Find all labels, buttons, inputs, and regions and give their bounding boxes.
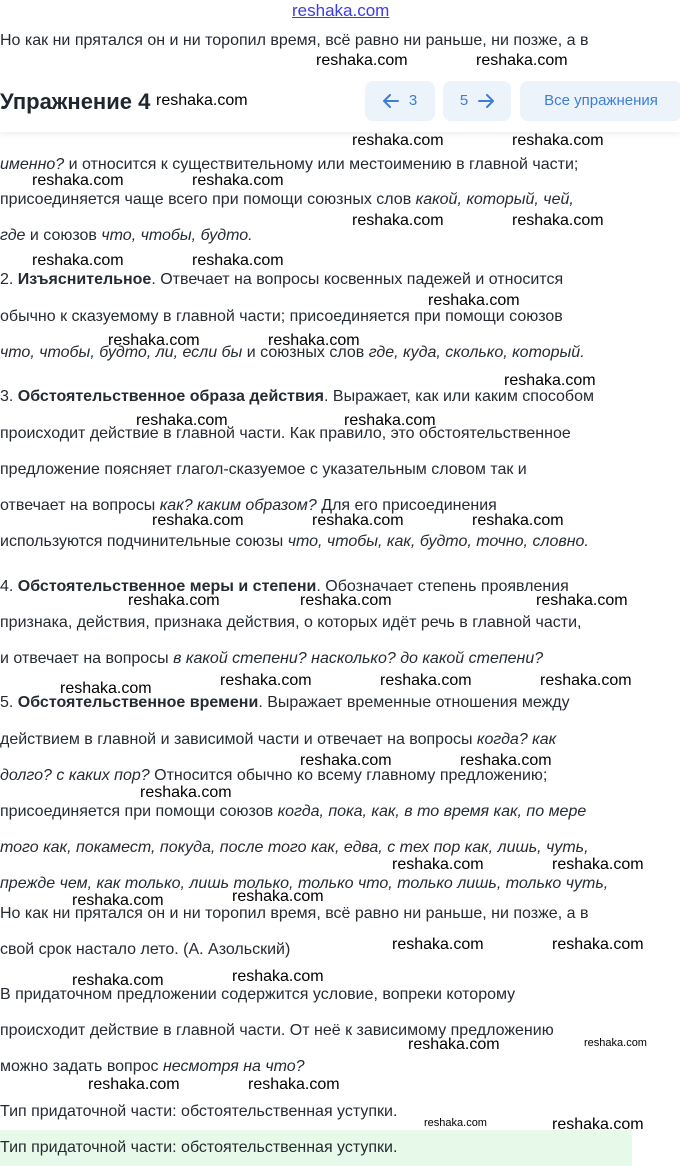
watermark: reshaka.com [352, 212, 444, 229]
explanation-line: В придаточном предложении содержится условие, вопреки которому [0, 986, 516, 1003]
text-line: действием в главной и зависимой части и отвечает на вопросы когда? как [0, 731, 557, 748]
watermark: reshaka.com [136, 412, 228, 429]
watermark: reshaka.com [428, 292, 520, 309]
text-line: отвечает на вопросы как? каким образом? Для его присоединения [0, 497, 497, 514]
explanation-line: можно задать вопрос несмотря на что? [0, 1058, 305, 1075]
watermark: reshaka.com [220, 672, 312, 689]
text-line: присоединяется при помощи союзов когда, пока, как, в то время как, по мере [0, 803, 587, 820]
watermark: reshaka.com [552, 856, 644, 873]
watermark: reshaka.com [108, 332, 200, 349]
watermark: reshaka.com [552, 936, 644, 953]
watermark: reshaka.com [476, 52, 568, 69]
example-sentence-line: свой срок настало лето. (А. Азольский) [0, 941, 291, 958]
watermark: reshaka.com [584, 1037, 647, 1049]
watermark: reshaka.com [32, 172, 124, 189]
watermark: reshaka.com [128, 592, 220, 609]
arrow-left-icon [383, 94, 399, 108]
all-exercises-label: Все упражнения [544, 92, 658, 109]
text-line: того как, покамест, покуда, после того как, едва, с тех пор как, лишь, чуть, [0, 839, 589, 856]
watermark: reshaka.com [192, 252, 284, 269]
text-line: обычно к сказуемому в главной части; присоединяется при помощи союзов [0, 308, 563, 325]
top-text-line: Но как ни прятался он и ни торопил время, всё равно ни раньше, ни позже, а в [0, 32, 589, 49]
watermark-link[interactable]: reshaka.com [292, 1, 390, 20]
prev-exercise-button[interactable] [365, 81, 435, 121]
text-line: где и союзов что, чтобы, будто. [0, 227, 253, 244]
text-line: что, чтобы, будто, ли, если бы и союзных слов где, куда, сколько, который. [0, 344, 585, 361]
watermark: reshaka.com [268, 332, 360, 349]
text-line: используются подчинительные союзы что, чтобы, как, будто, точно, словно. [0, 533, 589, 550]
text-line: 4. Обстоятельственное меры и степени. Обозначает степень проявления [0, 578, 569, 595]
watermark: reshaka.com [408, 1036, 500, 1053]
watermark: reshaka.com [392, 856, 484, 873]
watermark: reshaka.com [72, 892, 164, 909]
watermark: reshaka.com [344, 412, 436, 429]
watermark: reshaka.com [232, 968, 324, 985]
example-sentence-line: Но как ни прятался он и ни торопил время, всё равно ни раньше, ни позже, а в [0, 905, 589, 922]
watermark: reshaka.com [540, 672, 632, 689]
watermark: reshaka.com [380, 672, 472, 689]
arrow-right-icon [478, 94, 494, 108]
prev-exercise-label: 3 [408, 92, 418, 109]
watermark: reshaka.com [88, 1076, 180, 1093]
page-title: Упражнение 4 [0, 89, 151, 114]
watermark: reshaka.com [300, 752, 392, 769]
watermark: reshaka.com [312, 512, 404, 529]
watermark: reshaka.com [152, 512, 244, 529]
all-exercises-button[interactable] [520, 81, 680, 121]
text-line: долго? с каких пор? Относится обычно ко всему главному предложению; [0, 767, 548, 784]
text-line: происходит действие в главной части. Как правило, это обстоятельственное [0, 425, 571, 442]
watermark: reshaka.com [552, 1116, 644, 1133]
watermark: reshaka.com [156, 92, 248, 109]
watermark: reshaka.com [392, 936, 484, 953]
text-line: присоединяется чаще всего при помощи союзных слов какой, который, чей, [0, 191, 574, 208]
text-line: именно? и относится к существительному или местоимению в главной части; [0, 156, 579, 173]
watermark: reshaka.com [536, 592, 628, 609]
watermark: reshaka.com [192, 172, 284, 189]
watermark: reshaka.com [72, 972, 164, 989]
watermark: reshaka.com [140, 784, 232, 801]
text-line: 5. Обстоятельственное времени. Выражает временные отношения между [0, 694, 570, 711]
text-line: 2. Изъяснительное. Отвечает на вопросы косвенных падежей и относится [0, 271, 564, 288]
watermark: reshaka.com [248, 1076, 340, 1093]
watermark: reshaka.com [512, 132, 604, 149]
watermark: reshaka.com [32, 252, 124, 269]
watermark: reshaka.com [512, 212, 604, 229]
text-line: и отвечает на вопросы в какой степени? насколько? до какой степени? [0, 650, 544, 667]
text-line: предложение поясняет глагол-сказуемое с указательным словом так и [0, 461, 527, 478]
watermark: reshaka.com [424, 1117, 487, 1129]
next-exercise-label: 5 [459, 92, 469, 109]
text-line: прежде чем, как только, лишь только, только что, только лишь, только чуть, [0, 875, 609, 892]
text-line: 3. Обстоятельственное образа действия. Выражает, как или каким способом [0, 388, 594, 405]
watermark: reshaka.com [460, 752, 552, 769]
explanation-line: происходит действие в главной части. От неё к зависимому предложению [0, 1022, 554, 1039]
watermark: reshaka.com [472, 512, 564, 529]
watermark: reshaka.com [316, 52, 408, 69]
watermark: reshaka.com [60, 680, 152, 697]
text-line: признака, действия, признака действия, о которых идёт речь в главной части, [0, 614, 582, 631]
next-exercise-button[interactable] [443, 81, 511, 121]
clause-type-line: Тип придаточной части: обстоятельственная уступки. [0, 1103, 398, 1120]
answer-text: Тип придаточной части: обстоятельственная уступки. [0, 1139, 398, 1156]
watermark: reshaka.com [300, 592, 392, 609]
watermark: reshaka.com [504, 372, 596, 389]
watermark: reshaka.com [352, 132, 444, 149]
watermark: reshaka.com [232, 888, 324, 905]
